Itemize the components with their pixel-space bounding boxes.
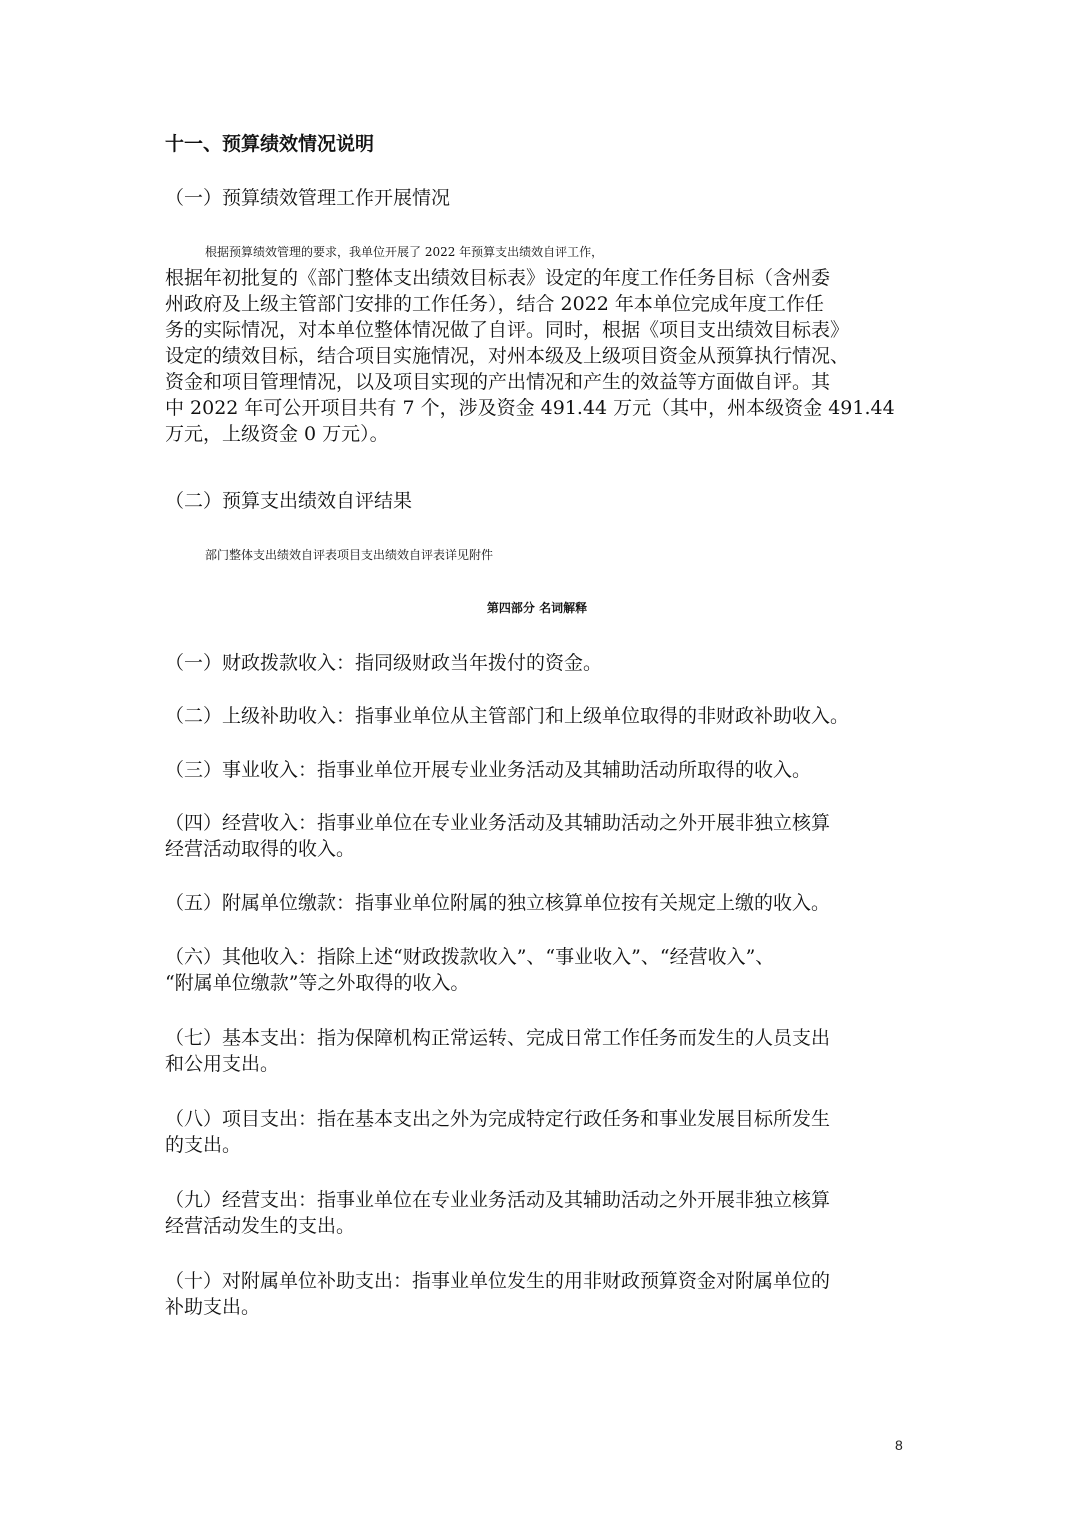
definition-item <box>165 650 913 676</box>
part4-title: 第四部分 名词解释 <box>486 601 588 615</box>
definition-line: 补助支出。 <box>165 1296 261 1318</box>
definition-line: （三）事业收入：指事业单位开展专业业务活动及其辅助活动所取得的收入。 <box>165 759 812 781</box>
paragraph-line: 万元，上级资金 0 万元）。 <box>165 423 389 445</box>
definition-item <box>165 1187 913 1239</box>
definition-item <box>165 810 913 862</box>
definition-line: （二）上级补助收入：指事业单位从主管部门和上级单位取得的非财政补助收入。 <box>165 705 850 727</box>
definition-line: （八）项目支出：指在基本支出之外为完成特定行政任务和事业发展目标所发生 <box>165 1108 831 1130</box>
definition-item <box>165 890 913 916</box>
paragraph-performance-management <box>165 239 913 447</box>
definition-line: 的支出。 <box>165 1134 242 1156</box>
definition-line: “附属单位缴款”等之外取得的收入。 <box>165 972 470 994</box>
definition-line: （七）基本支出：指为保障机构正常运转、完成日常工作任务而发生的人员支出 <box>165 1027 831 1049</box>
definition-item <box>165 1025 913 1077</box>
paragraph-line: 设定的绩效目标，结合项目实施情况，对州本级及上级项目资金从预算执行情况、 <box>165 345 850 367</box>
paragraph-line: 资金和项目管理情况，以及项目实现的产出情况和产生的效益等方面做自评。其 <box>165 371 831 393</box>
definition-line: （六）其他收入：指除上述“财政拨款收入”、“事业收入”、“经营收入”、 <box>165 946 775 968</box>
paragraph-line: 州政府及上级主管部门安排的工作任务），结合 2022 年本单位完成年度工作任 <box>165 293 824 315</box>
self-evaluation-note: 部门整体支出绩效自评表项目支出绩效自评表详见附件 <box>205 548 494 562</box>
definition-line: （五）附属单位缴款：指事业单位附属的独立核算单位按有关规定上缴的收入。 <box>165 892 831 914</box>
definition-line: （四）经营收入：指事业单位在专业业务活动及其辅助活动之外开展非独立核算 <box>165 812 831 834</box>
definition-line: 经营活动取得的收入。 <box>165 838 356 860</box>
definition-line: （十）对附属单位补助支出：指事业单位发生的用非财政预算资金对附属单位的 <box>165 1270 831 1292</box>
paragraph-line: 中 2022 年可公开项目共有 7 个，涉及资金 491.44 万元（其中，州本级资金 491.44 <box>165 397 895 419</box>
subsection-title-2: （二）预算支出绩效自评结果 <box>165 490 413 512</box>
definition-item <box>165 1268 913 1320</box>
subsection-title-1: （一）预算绩效管理工作开展情况 <box>165 187 451 209</box>
definition-item <box>165 757 913 783</box>
paragraph-line: 根据预算绩效管理的要求，我单位开展了 2022 年预算支出绩效自评工作， <box>205 245 604 259</box>
section-title: 十一、预算绩效情况说明 <box>165 133 375 155</box>
page-number: 8 <box>895 1437 903 1453</box>
definition-item <box>165 703 913 729</box>
definition-line: 和公用支出。 <box>165 1053 280 1075</box>
definition-line: （一）财政拨款收入：指同级财政当年拨付的资金。 <box>165 652 603 674</box>
definition-line: （九）经营支出：指事业单位在专业业务活动及其辅助活动之外开展非独立核算 <box>165 1189 831 1211</box>
paragraph-line: 务的实际情况，对本单位整体情况做了自评。同时，根据《项目支出绩效目标表》 <box>165 319 850 341</box>
definition-item <box>165 944 913 996</box>
definition-line: 经营活动发生的支出。 <box>165 1215 356 1237</box>
paragraph-line: 根据年初批复的《部门整体支出绩效目标表》设定的年度工作任务目标（含州委 <box>165 267 831 289</box>
definition-item <box>165 1106 913 1158</box>
